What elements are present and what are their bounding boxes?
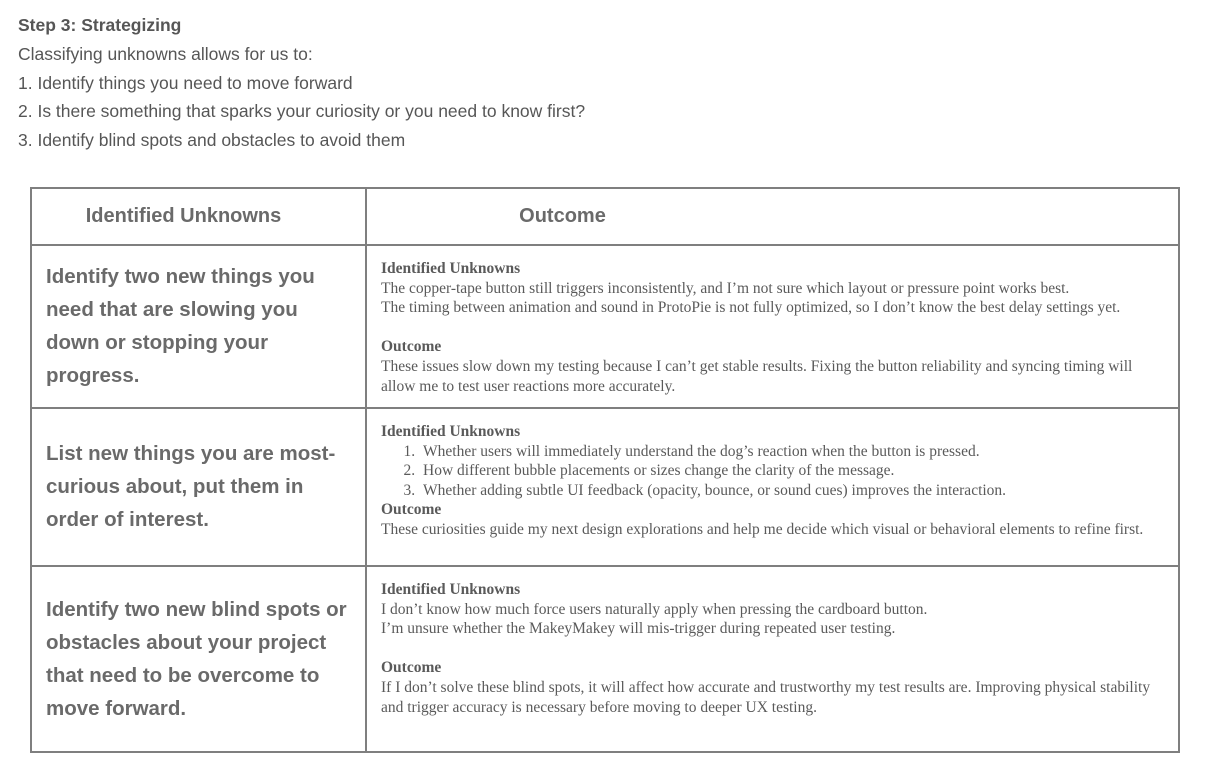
row3-outcome-text: If I don’t solve these blind spots, it will affect how accurate and trustworthy my test results are. Improving physical stability and trigger accuracy is necessary before moving to deeper UX testing. <box>381 678 1151 716</box>
header-cell-identified-unknowns <box>32 189 367 246</box>
row1-prompt-cell <box>32 246 367 409</box>
row3-outcome-label: Outcome <box>381 659 442 677</box>
row1-unknown-line-2: The timing between animation and sound in ProtoPie is not fully optimized, so I don’t know the best delay settings yet. <box>381 299 1121 317</box>
row2-outcome-label: Outcome <box>381 501 442 519</box>
row2-unknowns-label: Identified Unknowns <box>381 422 521 440</box>
header-label-identified-unknowns: Identified Unknowns <box>85 204 282 227</box>
row2-outcome-block <box>381 500 1162 539</box>
document-page <box>0 11 1216 753</box>
intro-item-2: 2. Is there something that sparks your curiosity or you need to know first? <box>18 101 586 122</box>
row2-prompt-text: List new things you are most-curious about, put them in order of interest. <box>46 442 336 532</box>
row2-unknown-item-2: 2. How different bubble placements or sizes change the clarity of the message. <box>419 461 1162 481</box>
row3-content-cell <box>367 567 1178 751</box>
row1-outcome-label: Outcome <box>381 338 442 356</box>
row3-prompt-text: Identify two new blind spots or obstacles about your project that need to be overcome to move forward. <box>46 597 347 720</box>
row1-content-cell <box>367 246 1178 409</box>
row2-unknown-item-3: 3. Whether adding subtle UI feedback (opacity, bounce, or sound cues) improves the interaction. <box>419 481 1162 501</box>
row3-unknowns-label: Identified Unknowns <box>381 580 521 598</box>
unknowns-table <box>30 187 1180 753</box>
row2-unknown-item-1: 1. Whether users will immediately understand the dog’s reaction when the button is pressed. <box>419 442 1162 462</box>
row2-content-cell <box>367 409 1178 567</box>
intro-item-1: 1. Identify things you need to move forward <box>18 72 353 93</box>
row2-unknowns-block <box>381 422 1162 500</box>
row3-outcome-block <box>381 658 1162 717</box>
row1-outcome-text: These issues slow down my testing because I can’t get stable results. Fixing the button reliability and syncing timing will allow me to test user reactions more accurately. <box>381 357 1133 395</box>
row2-unknowns-list <box>381 442 1162 501</box>
row3-prompt-cell <box>32 567 367 751</box>
intro-item-3: 3. Identify blind spots and obstacles to avoid them <box>18 130 406 151</box>
row2-prompt-cell <box>32 409 367 567</box>
row3-unknowns-block <box>381 580 1162 639</box>
row1-outcome-block <box>381 337 1162 396</box>
intro-title: Step 3: Strategizing <box>18 15 182 35</box>
row1-unknowns-label: Identified Unknowns <box>381 259 521 277</box>
intro-section <box>18 11 1216 155</box>
header-cell-outcome <box>367 189 1178 246</box>
row1-prompt-text: Identify two new things you need that are slowing you down or stopping your progress. <box>46 265 315 388</box>
header-label-outcome: Outcome <box>519 204 606 227</box>
row3-unknown-line-1: I don’t know how much force users naturally apply when pressing the cardboard button. <box>381 600 928 618</box>
row1-unknowns-block <box>381 259 1162 318</box>
intro-subtitle: Classifying unknowns allows for us to: <box>18 43 313 64</box>
row3-unknown-line-2: I’m unsure whether the MakeyMakey will mis-trigger during repeated user testing. <box>381 620 896 638</box>
row2-outcome-text: These curiosities guide my next design explorations and help me decide which visual or behavioral elements to refine first. <box>381 520 1144 538</box>
row1-unknown-line-1: The copper-tape button still triggers inconsistently, and I’m not sure which layout or pressure point works best. <box>381 279 1070 297</box>
